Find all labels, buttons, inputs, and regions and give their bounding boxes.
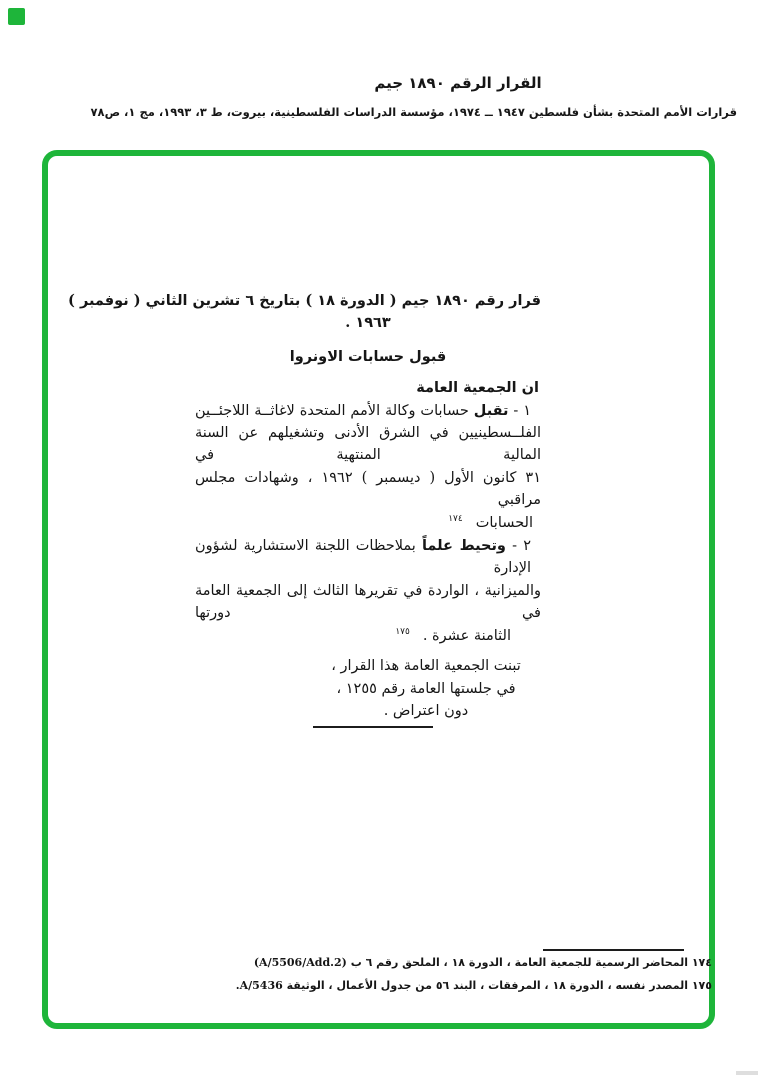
paragraph-1-line-1	[195, 400, 541, 422]
paragraph-1-verb: تقبل	[473, 401, 509, 419]
footnote-ref-175: ١٧٥	[395, 626, 410, 637]
footnote-174-document-symbol: (A/5506/Add.2)	[253, 956, 347, 969]
adoption-note	[328, 655, 524, 728]
footnote-174-number: ١٧٤	[691, 956, 712, 969]
paragraph-1-number: ١ -	[508, 402, 531, 419]
source-citation: قرارات الأمم المتحدة بشأن فلسطين ١٩٤٧ ــ ١٩٧٤، مؤسسة الدراسات الفلسطينية، بيروت، ط ٣، ١٩٩٣، مج ١، ص٧٨	[90, 105, 737, 119]
resolution-heading-line1: قرار رقم ١٨٩٠ جيم ( الدورة ١٨ ) بتاريخ ٦ تشرين الثاني ( نوفمبر )	[68, 292, 541, 309]
paragraph-2-number: ٢ -	[505, 538, 531, 555]
paragraph-2-line-2: والميزانية ، الواردة في تقريرها الثالث إلى الجمعية العامة في دورتها	[195, 582, 541, 622]
footnote-175-document-symbol: A/5436	[239, 979, 283, 992]
footnote-175-text: المصدر نفسه ، الدورة ١٨ ، المرفقات ، البند ٥٦ من جدول الأعمال ، الوثيقة	[282, 979, 692, 992]
footnote-separator-rule	[543, 949, 684, 951]
paragraph-1-line-4	[195, 512, 541, 534]
paragraph-1-last-word: الحسابات	[475, 514, 533, 531]
footnote-175-number: ١٧٥	[691, 979, 712, 992]
green-marker-square	[8, 8, 25, 25]
paragraph-1-line-3: ٣١ كانون الأول ( ديسمبر ) ١٩٦٢ ، وشهادات مجلس مراقبي	[195, 469, 541, 509]
resolution-body	[68, 290, 541, 728]
paragraph-1-line-1-rest: حسابات وكالة الأمم المتحدة لاغاثــة اللاجئــين	[195, 402, 474, 419]
resolution-subtitle: قبول حسابات الاونروا	[289, 347, 447, 365]
end-of-text-rule	[313, 726, 433, 728]
opening-phrase: ان الجمعية العامة	[416, 379, 539, 397]
adoption-line-1: تبنت الجمعية العامة هذا القرار ،	[331, 658, 521, 675]
footnote-ref-174: ١٧٤	[448, 513, 463, 524]
paragraph-2-line-3	[195, 625, 541, 647]
paragraph-2-line-1-rest: بملاحظات اللجنة الاستشارية لشؤون الإدارة	[195, 538, 531, 577]
paragraph-2-line-1	[195, 535, 541, 580]
paragraph-2-last-words: الثامنة عشرة .	[422, 627, 511, 644]
adoption-line-3: دون اعتراض .	[383, 702, 469, 719]
paragraph-2-verb: وتحيط علماً	[421, 537, 506, 555]
adoption-line-2: في جلستها العامة رقم ١٢٥٥ ،	[336, 680, 516, 697]
footnote-175-period: .	[235, 979, 240, 992]
resolution-heading-line2: ١٩٦٣ .	[345, 314, 391, 332]
footnote-174	[254, 956, 712, 969]
corner-smudge-mark	[736, 1071, 758, 1075]
footnote-174-text: المحاضر الرسمية للجمعية العامة ، الدورة ١٨ ، الملحق رقم ٦ ب	[346, 956, 692, 969]
paragraph-1-line-2: الفلــسطينيين في الشرق الأدنى وتشغيلهم عن السنة المالية المنتهية في	[195, 425, 541, 464]
page-title: القرار الرقم ١٨٩٠ جيم	[374, 74, 542, 92]
footnote-175	[236, 979, 712, 992]
